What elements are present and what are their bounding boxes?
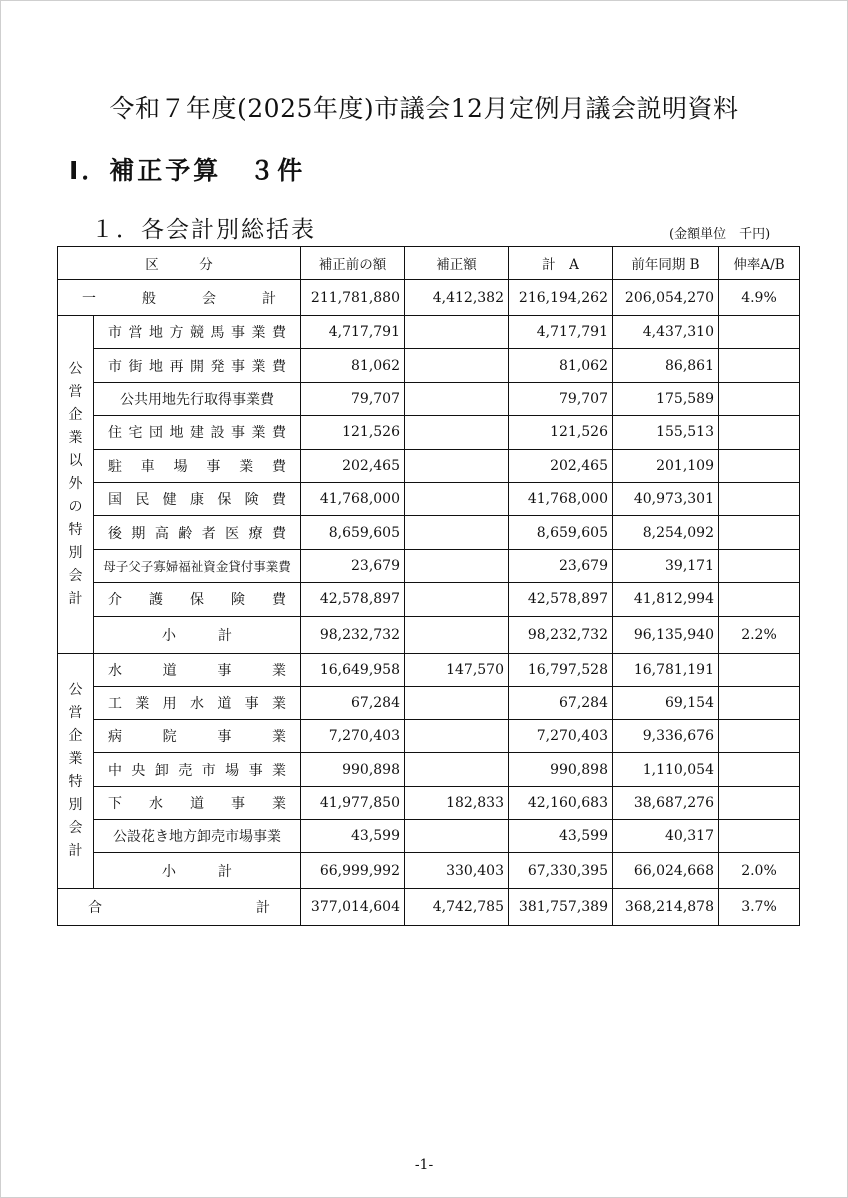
cell-rate [719, 820, 800, 853]
row-label: 住宅団地建設事業費 [94, 416, 301, 449]
cell-total: 216,194,262 [509, 280, 613, 316]
cell-revision [405, 416, 509, 449]
cell-before: 121,526 [301, 416, 405, 449]
subtotal-label: 小 計 [94, 616, 301, 653]
table-row [58, 653, 800, 686]
cell-rate [719, 349, 800, 382]
cell-before: 16,649,958 [301, 653, 405, 686]
row-label: 市営地方競馬事業費 [94, 316, 301, 349]
summary-table [57, 246, 800, 926]
cell-revision [405, 686, 509, 719]
table-row [58, 549, 800, 582]
cell-before: 67,284 [301, 686, 405, 719]
unit-note: (金額単位 千円) [669, 227, 771, 242]
subsection-title: １．各会計別総括表 [91, 217, 316, 243]
table-row [58, 516, 800, 549]
cell-revision: 4,742,785 [405, 889, 509, 926]
cell-total: 23,679 [509, 549, 613, 582]
general-account-label: 一 般 会 計 [58, 280, 301, 316]
general-account-row [58, 280, 800, 316]
table-row [58, 786, 800, 819]
cell-prev: 41,812,994 [613, 583, 719, 616]
header-before: 補正前の額 [301, 247, 405, 280]
cell-prev: 175,589 [613, 382, 719, 415]
section-title: Ⅰ．補正予算 ３件 [69, 156, 306, 185]
cell-before: 990,898 [301, 753, 405, 786]
cell-prev: 155,513 [613, 416, 719, 449]
cell-revision [405, 316, 509, 349]
cell-prev: 4,437,310 [613, 316, 719, 349]
cell-before: 81,062 [301, 349, 405, 382]
row-label: 国民健康保険費 [94, 482, 301, 515]
cell-prev: 40,317 [613, 820, 719, 853]
table-row [58, 482, 800, 515]
cell-before: 98,232,732 [301, 616, 405, 653]
table-row [58, 416, 800, 449]
row-label: 水道事業 [94, 653, 301, 686]
cell-revision: 330,403 [405, 853, 509, 889]
row-label: 介護保険費 [94, 583, 301, 616]
table-row [58, 449, 800, 482]
cell-before: 211,781,880 [301, 280, 405, 316]
cell-total: 42,160,683 [509, 786, 613, 819]
row-label: 母子父子寡婦福祉資金貸付事業費 [94, 549, 301, 582]
cell-before: 8,659,605 [301, 516, 405, 549]
cell-rate: 4.9% [719, 280, 800, 316]
cell-revision: 147,570 [405, 653, 509, 686]
cell-rate [719, 720, 800, 753]
cell-total: 67,284 [509, 686, 613, 719]
cell-revision [405, 382, 509, 415]
cell-prev: 8,254,092 [613, 516, 719, 549]
cell-rate [719, 653, 800, 686]
cell-total: 121,526 [509, 416, 613, 449]
row-label: 後期高齢者医療費 [94, 516, 301, 549]
cell-before: 66,999,992 [301, 853, 405, 889]
cell-prev: 39,171 [613, 549, 719, 582]
cell-total: 7,270,403 [509, 720, 613, 753]
cell-rate: 3.7% [719, 889, 800, 926]
cell-revision: 182,833 [405, 786, 509, 819]
cell-revision: 4,412,382 [405, 280, 509, 316]
table-row [58, 753, 800, 786]
cell-before: 202,465 [301, 449, 405, 482]
cell-prev: 1,110,054 [613, 753, 719, 786]
group2-subtotal-row [58, 853, 800, 889]
cell-revision [405, 449, 509, 482]
row-label: 中央卸売市場事業 [94, 753, 301, 786]
cell-total: 98,232,732 [509, 616, 613, 653]
cell-before: 41,977,850 [301, 786, 405, 819]
row-label: 下水道事業 [94, 786, 301, 819]
cell-prev: 368,214,878 [613, 889, 719, 926]
cell-total: 202,465 [509, 449, 613, 482]
cell-rate [719, 449, 800, 482]
cell-total: 41,768,000 [509, 482, 613, 515]
cell-rate [719, 482, 800, 515]
cell-before: 23,679 [301, 549, 405, 582]
cell-total: 990,898 [509, 753, 613, 786]
cell-revision [405, 720, 509, 753]
row-label: 公設花き地方卸売市場事業 [94, 820, 301, 853]
cell-prev: 86,861 [613, 349, 719, 382]
cell-before: 7,270,403 [301, 720, 405, 753]
cell-rate [719, 516, 800, 549]
header-total: 計 A [509, 247, 613, 280]
cell-total: 81,062 [509, 349, 613, 382]
group1-subtotal-row [58, 616, 800, 653]
table-row [58, 720, 800, 753]
group1-group-label [58, 316, 94, 654]
cell-prev: 9,336,676 [613, 720, 719, 753]
header-prev: 前年同期 B [613, 247, 719, 280]
cell-total: 67,330,395 [509, 853, 613, 889]
table-row [58, 583, 800, 616]
subtotal-label: 小 計 [94, 853, 301, 889]
table-row [58, 349, 800, 382]
cell-rate [719, 416, 800, 449]
cell-prev: 38,687,276 [613, 786, 719, 819]
page-number: -1- [414, 1157, 434, 1173]
header-revision: 補正額 [405, 247, 509, 280]
document-title: 令和７年度(2025年度)市議会12月定例月議会説明資料 [109, 94, 739, 123]
cell-rate [719, 786, 800, 819]
cell-rate [719, 549, 800, 582]
cell-prev: 206,054,270 [613, 280, 719, 316]
cell-revision [405, 482, 509, 515]
cell-before: 4,717,791 [301, 316, 405, 349]
cell-total: 16,797,528 [509, 653, 613, 686]
table-row [58, 382, 800, 415]
table-row [58, 316, 800, 349]
header-row [58, 247, 800, 280]
row-label: 市街地再開発事業費 [94, 349, 301, 382]
cell-before: 43,599 [301, 820, 405, 853]
cell-total: 8,659,605 [509, 516, 613, 549]
cell-rate: 2.2% [719, 616, 800, 653]
cell-rate: 2.0% [719, 853, 800, 889]
cell-before: 41,768,000 [301, 482, 405, 515]
row-label: 公共用地先行取得事業費 [94, 382, 301, 415]
cell-before: 42,578,897 [301, 583, 405, 616]
cell-total: 42,578,897 [509, 583, 613, 616]
header-category: 区 分 [58, 247, 301, 280]
cell-prev: 40,973,301 [613, 482, 719, 515]
cell-revision [405, 616, 509, 653]
table-row [58, 820, 800, 853]
cell-total: 4,717,791 [509, 316, 613, 349]
cell-prev: 96,135,940 [613, 616, 719, 653]
cell-prev: 69,154 [613, 686, 719, 719]
row-label: 駐車場事業費 [94, 449, 301, 482]
grand-total-label: 合 計 [58, 889, 301, 926]
cell-rate [719, 583, 800, 616]
cell-rate [719, 382, 800, 415]
cell-prev: 66,024,668 [613, 853, 719, 889]
cell-total: 43,599 [509, 820, 613, 853]
cell-revision [405, 820, 509, 853]
header-rate: 伸率A/B [719, 247, 800, 280]
cell-rate [719, 753, 800, 786]
grand-total-row [58, 889, 800, 926]
cell-revision [405, 549, 509, 582]
cell-total: 381,757,389 [509, 889, 613, 926]
group1-group-text: 公営企業以外の特別会計 [68, 360, 83, 607]
cell-revision [405, 753, 509, 786]
cell-total: 79,707 [509, 382, 613, 415]
row-label: 病院事業 [94, 720, 301, 753]
cell-rate [719, 316, 800, 349]
cell-prev: 16,781,191 [613, 653, 719, 686]
table-row [58, 686, 800, 719]
cell-revision [405, 583, 509, 616]
cell-rate [719, 686, 800, 719]
group2-group-text: 公営企業特別会計 [68, 681, 83, 859]
cell-before: 79,707 [301, 382, 405, 415]
cell-revision [405, 349, 509, 382]
group2-group-label [58, 653, 94, 889]
cell-revision [405, 516, 509, 549]
row-label: 工業用水道事業 [94, 686, 301, 719]
cell-prev: 201,109 [613, 449, 719, 482]
cell-before: 377,014,604 [301, 889, 405, 926]
